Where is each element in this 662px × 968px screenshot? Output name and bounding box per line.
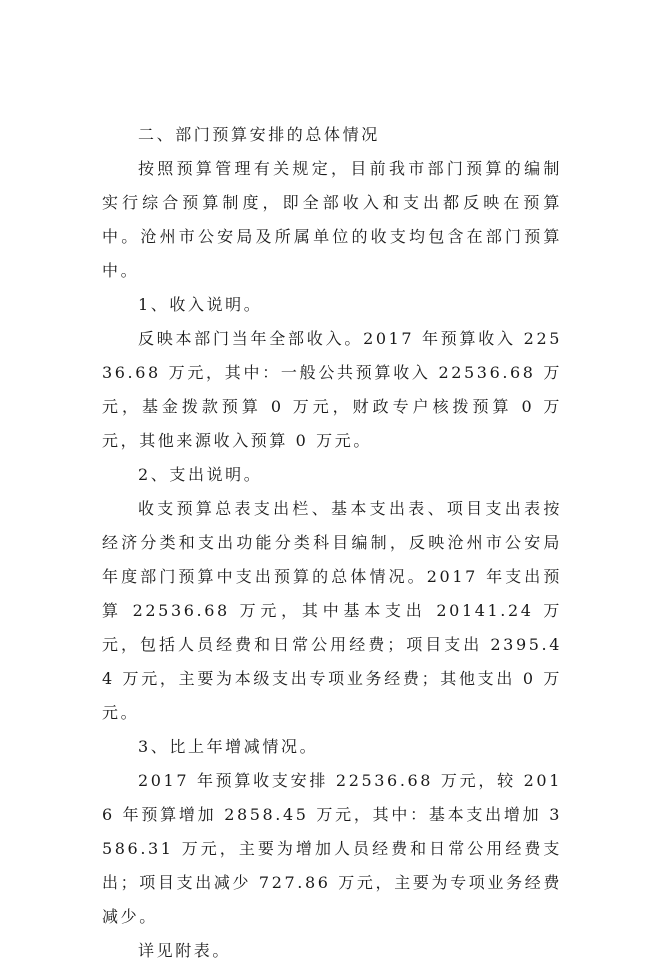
footer-note: 详见附表。 — [138, 941, 232, 960]
expenditure-heading: 2、支出说明。 — [138, 465, 263, 484]
income-heading: 1、收入说明。 — [138, 295, 263, 314]
income-paragraph: 反映本部门当年全部收入。2017 年预算收入 22536.68 万元，其中：一般公共预算收入 22536.68 万元，基金拨款预算 0 万元，财政专户核拨预算 0 万元，其他来源收入预算 0 万元。 — [102, 329, 562, 450]
change-paragraph: 2017 年预算收支安排 22536.68 万元，较 2016 年预算增加 2858.45 万元，其中：基本支出增加 3586.31 万元，主要为增加人员经费和日常公用经费支出；项目支出减少 727.86 万元，主要为专项业务经费减少。 — [102, 771, 562, 926]
expenditure-paragraph: 收支预算总表支出栏、基本支出表、项目支出表按经济分类和支出功能分类科目编制，反映沧州市公安局年度部门预算中支出预算的总体情况。2017 年支出预算 22536.68 万元，其中基本支出 20141.24 万元，包括人员经费和日常公用经费；项目支出 2395.44 万元，主要为本级支出专项业务经费；其他支出 0 万元。 — [102, 499, 562, 722]
change-heading: 3、比上年增减情况。 — [138, 737, 319, 756]
section-title: 二、部门预算安排的总体情况 — [138, 125, 380, 144]
document-page — [102, 118, 562, 968]
intro-paragraph: 按照预算管理有关规定，目前我市部门预算的编制实行综合预算制度，即全部收入和支出都反映在预算中。沧州市公安局及所属单位的收支均包含在部门预算中。 — [102, 159, 562, 280]
